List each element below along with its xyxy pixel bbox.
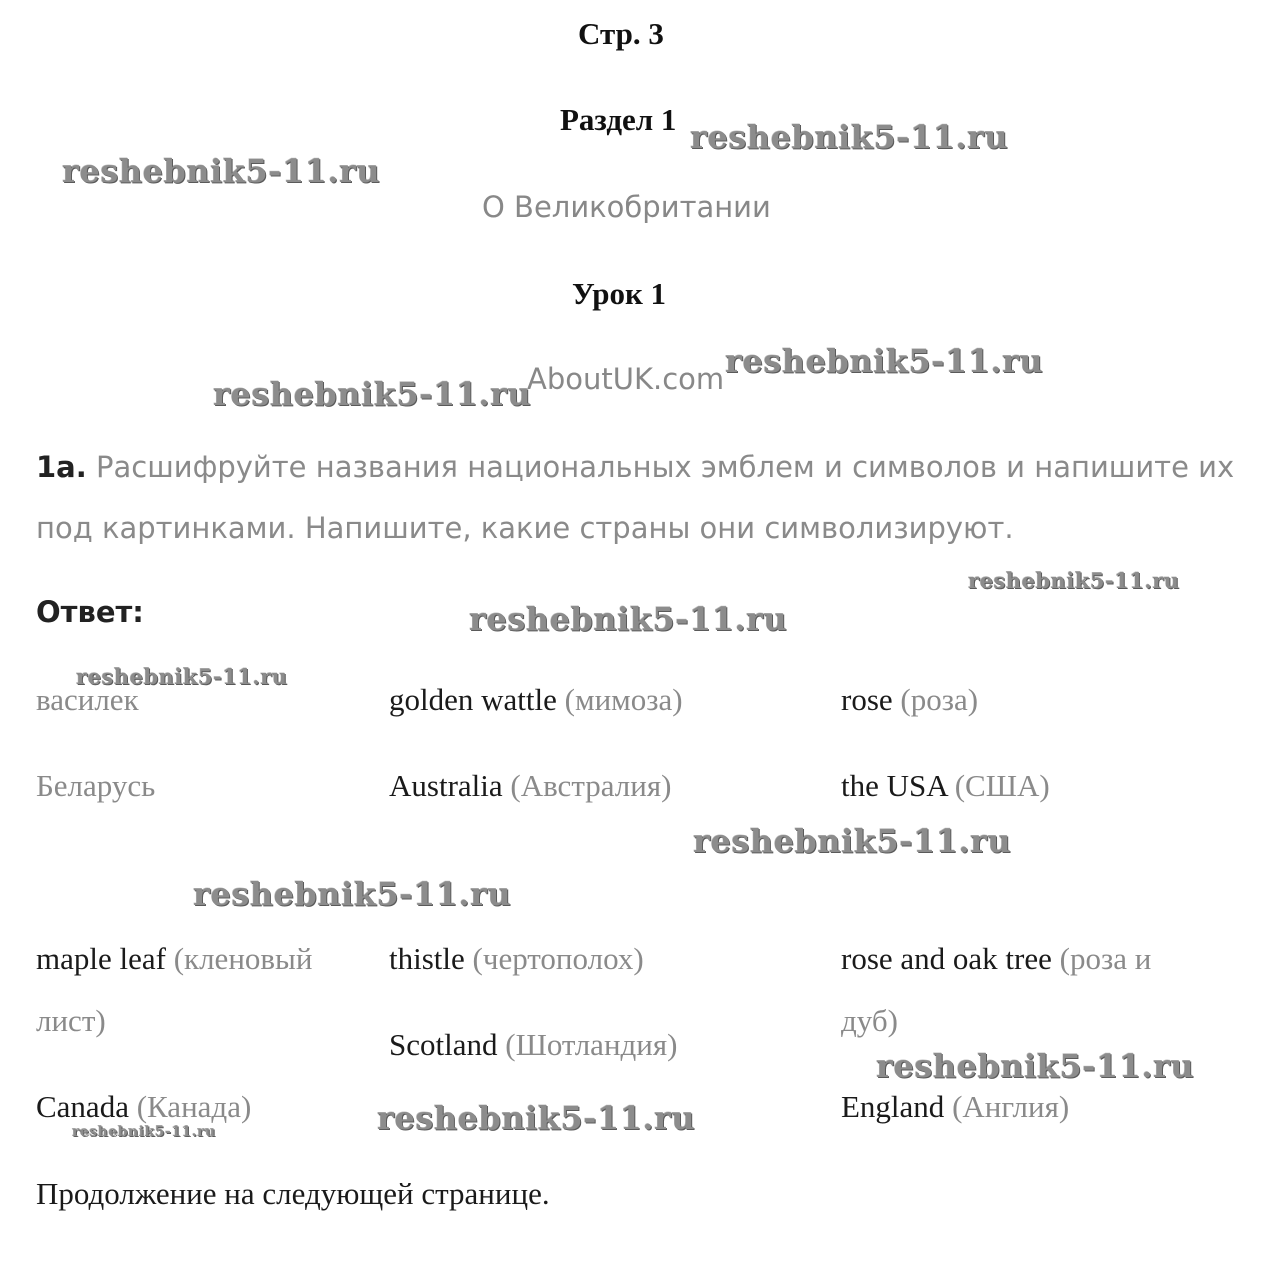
symbol-en: maple leaf bbox=[36, 941, 166, 976]
answer-label: Ответ: bbox=[36, 595, 144, 629]
row1-col1-country bbox=[36, 768, 155, 804]
page-title: Стр. 3 bbox=[578, 16, 664, 51]
watermark: reshebnik5-11.ru bbox=[62, 152, 381, 190]
task-number: 1a. bbox=[36, 450, 87, 484]
row2-col1-symbol-continued: лист) bbox=[36, 1003, 106, 1038]
row1-col3-symbol bbox=[841, 682, 978, 718]
symbol-en: thistle bbox=[389, 941, 465, 976]
country-ru: Беларусь bbox=[36, 768, 156, 803]
symbol-en: rose bbox=[841, 682, 893, 717]
row2-col1-symbol bbox=[36, 941, 312, 977]
lesson-subtitle: AboutUK.com bbox=[527, 362, 725, 396]
row2-col2-country bbox=[389, 1027, 677, 1063]
country-en: the USA bbox=[841, 768, 947, 803]
symbol-ru: василек bbox=[36, 682, 139, 717]
country-ru: (США) bbox=[954, 768, 1050, 803]
country-en: Australia bbox=[389, 768, 503, 803]
symbol-ru: (роза и bbox=[1059, 941, 1152, 976]
country-en: Canada bbox=[36, 1089, 129, 1124]
row2-col3-symbol bbox=[841, 941, 1151, 977]
watermark: reshebnik5-11.ru bbox=[876, 1047, 1195, 1085]
country-ru: (Канада) bbox=[136, 1089, 252, 1124]
watermark: reshebnik5-11.ru bbox=[469, 600, 788, 638]
country-en: Scotland bbox=[389, 1027, 498, 1062]
watermark: reshebnik5-11.ru bbox=[72, 1124, 216, 1140]
task-line-2: под картинками. Напишите, какие страны они символизируют. bbox=[36, 511, 1014, 545]
lesson-title: Урок 1 bbox=[572, 276, 667, 311]
watermark: reshebnik5-11.ru bbox=[76, 664, 288, 689]
task-line-1 bbox=[36, 450, 1234, 484]
country-ru: (Австралия) bbox=[510, 768, 672, 803]
row2-col1-country bbox=[36, 1089, 251, 1125]
row2-col3-symbol-continued: дуб) bbox=[841, 1003, 898, 1038]
symbol-ru: (мимоза) bbox=[564, 682, 683, 717]
watermark: reshebnik5-11.ru bbox=[968, 568, 1180, 593]
symbol-ru: (роза) bbox=[900, 682, 979, 717]
continuation-note: Продолжение на следующей странице. bbox=[36, 1176, 550, 1211]
row1-col2-symbol bbox=[389, 682, 683, 718]
symbol-ru: (кленовый bbox=[173, 941, 313, 976]
section-title: Раздел 1 bbox=[560, 102, 677, 137]
symbol-en: rose and oak tree bbox=[841, 941, 1052, 976]
task-text-line-1: Расшифруйте названия национальных эмблем и символов и напишите их bbox=[95, 450, 1235, 484]
row2-col3-country bbox=[841, 1089, 1069, 1125]
section-subtitle: О Великобритании bbox=[482, 190, 771, 224]
row1-col2-country bbox=[389, 768, 671, 804]
row1-col3-country bbox=[841, 768, 1050, 804]
country-ru: (Англия) bbox=[952, 1089, 1070, 1124]
watermark: reshebnik5-11.ru bbox=[725, 342, 1044, 380]
watermark: reshebnik5-11.ru bbox=[377, 1099, 696, 1137]
country-ru: (Шотландия) bbox=[505, 1027, 678, 1062]
country-en: England bbox=[841, 1089, 945, 1124]
watermark: reshebnik5-11.ru bbox=[213, 375, 532, 413]
symbol-en: golden wattle bbox=[389, 682, 557, 717]
watermark: reshebnik5-11.ru bbox=[690, 118, 1009, 156]
watermark: reshebnik5-11.ru bbox=[693, 822, 1012, 860]
row2-col2-symbol bbox=[389, 941, 644, 977]
watermark: reshebnik5-11.ru bbox=[193, 875, 512, 913]
symbol-ru: (чертополох) bbox=[472, 941, 644, 976]
